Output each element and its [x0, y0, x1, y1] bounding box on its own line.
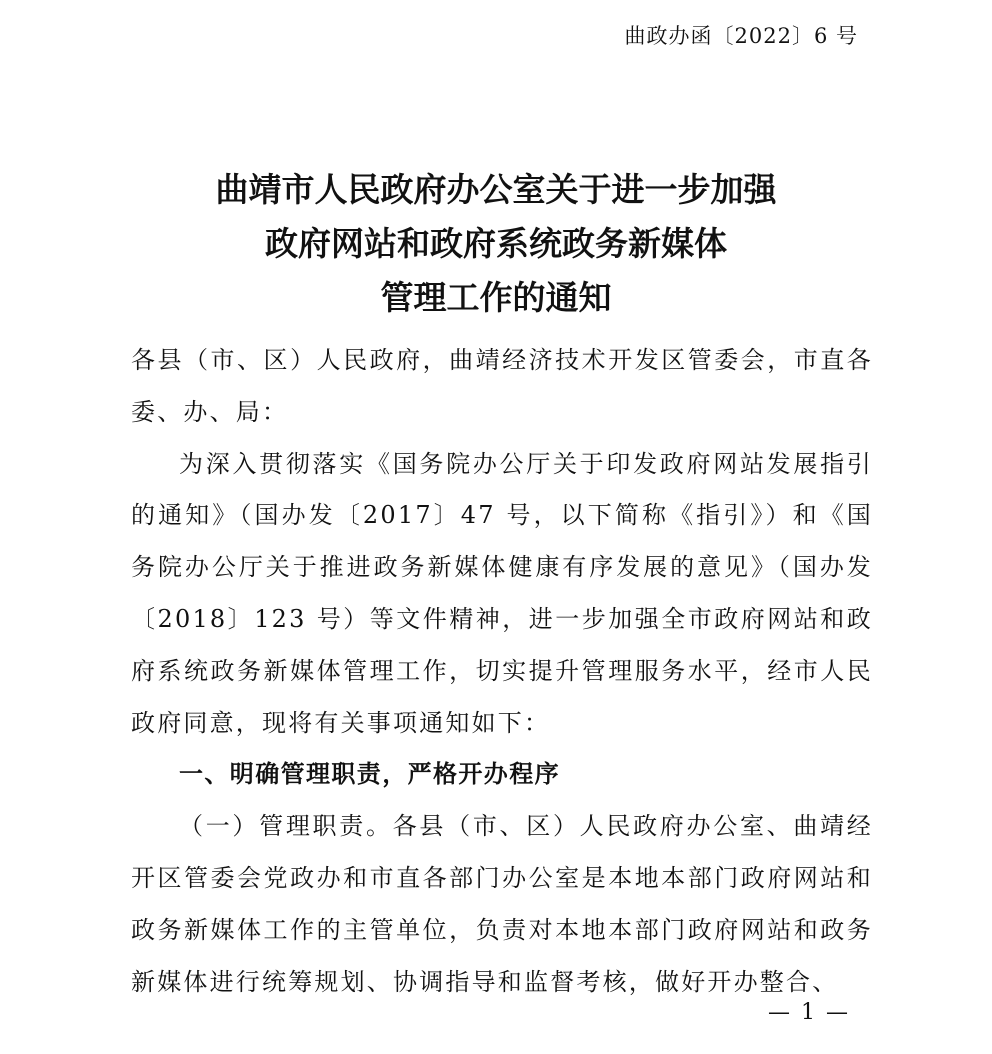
section-heading: 一、明确管理职责，严格开办程序	[179, 760, 560, 789]
title-line-3: 管理工作的通知	[380, 278, 612, 317]
document-number: 曲政办函〔2022〕6 号	[624, 24, 858, 48]
management-duties-paragraph: （一）管理职责。各县（市、区）人民政府办公室、曲靖经开区管委会党政办和市直各部门办公室是本地本部门政府网站和政务新媒体工作的主管单位，负责对本地本部门政府网站和政务新媒体进行统筹规划、协调指导和监督考核，做好开办整合、	[131, 812, 873, 996]
page-number: — 1 —	[768, 1000, 850, 1025]
title-line-2: 政府网站和政府系统政务新媒体	[265, 224, 727, 263]
addressee-paragraph: 各县（市、区）人民政府，曲靖经济技术开发区管委会，市直各委、办、局：	[131, 346, 873, 426]
intro-paragraph: 为深入贯彻落实《国务院办公厅关于印发政府网站发展指引的通知》（国办发〔2017〕47 号，以下简称《指引》）和《国务院办公厅关于推进政务新媒体健康有序发展的意见》（国办发〔2018〕123 号）等文件精神，进一步加强全市政府网站和政府系统政务新媒体管理工作，切实提升管理服务水平，经市人民政府同意，现将有关事项通知如下：	[131, 449, 873, 737]
document-title	[0, 163, 992, 325]
document-body	[131, 335, 873, 1008]
title-line-1: 曲靖市人民政府办公室关于进一步加强	[215, 170, 777, 209]
